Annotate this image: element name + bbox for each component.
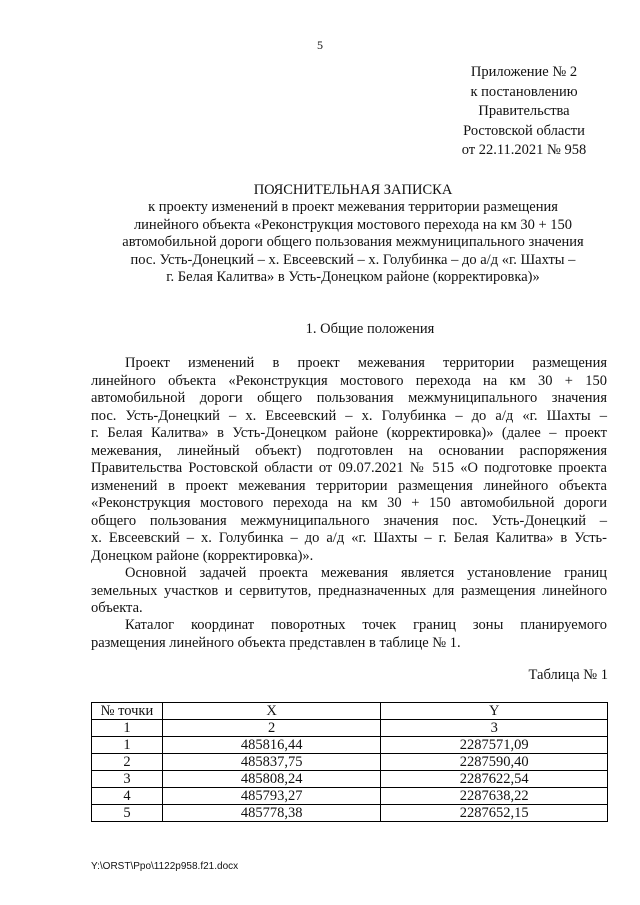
table-row: [92, 788, 608, 805]
text-line: Правительства Ростовской области от 09.07.2021 № 515 «О подготовке проекта: [91, 460, 607, 476]
text-line: размещения линейного объекта представлен в таблице № 1.: [91, 634, 461, 651]
title-line: к проекту изменений в проект межевания территории размещения: [148, 199, 558, 216]
text-line: линейного объекта «Реконструкция мостового перехода на км 30 + 150: [91, 372, 607, 389]
text-line: общего пользования межмуниципального значения пос. Усть-Донецкий –: [91, 512, 607, 529]
text-line: Донецком районе (корректировка)».: [91, 547, 314, 564]
appendix-line: Правительства: [478, 103, 570, 119]
text-line: объекта.: [91, 600, 143, 616]
y-value: 2287571,09: [381, 737, 608, 754]
title-line: г. Белая Калитва» в Усть-Донецком районе (корректировка)»: [166, 269, 540, 286]
table-row: [92, 771, 608, 788]
text-line: пос. Усть-Донецкий – х. Евсеевский – х. Голубинка – до а/д «г. Шахты –: [91, 407, 607, 424]
text-line: земельных участков и сервитутов, предназначенных для размещения линейного: [91, 582, 607, 599]
y-value: 2287638,22: [381, 788, 608, 805]
table-row: [92, 805, 608, 822]
text-line: межевания, линейный объект) подготовлен на основании распоряжения: [91, 442, 607, 459]
text-line: Каталог координат поворотных точек границ зоны планируемого: [125, 617, 607, 633]
file-path-footer: Y:\ORST\Ppo\1122p958.f21.docx: [91, 861, 239, 872]
y-value: 2287590,40: [381, 754, 608, 771]
appendix-line: Ростовской области: [463, 122, 585, 139]
title-heading: ПОЯСНИТЕЛЬНАЯ ЗАПИСКА: [253, 182, 453, 198]
coordinates-table: [91, 702, 608, 822]
point-number: 5: [92, 805, 163, 822]
x-value: 485816,44: [162, 737, 381, 754]
text-line: «Реконструкция мостового перехода на км 30 + 150 автомобильной дороги: [91, 495, 607, 511]
x-value: 485808,24: [162, 771, 381, 788]
title-line: автомобильной дороги общего пользования межмуниципального значения: [122, 234, 584, 251]
document-title: [100, 182, 606, 286]
paragraph-1: [91, 355, 607, 565]
table-header-row: [92, 703, 608, 720]
x-value: 485793,27: [162, 788, 381, 805]
column-number-row: [92, 720, 608, 737]
header-x: X: [162, 703, 381, 720]
title-line: пос. Усть-Донецкий – х. Евсеевский – х. Голубинка – до а/д «г. Шахты –: [130, 251, 576, 268]
table-label: Таблица № 1: [528, 667, 608, 683]
column-number: 1: [92, 720, 163, 737]
text-line: автомобильной дороги общего пользования межмуниципального значения: [91, 390, 607, 406]
column-number: 3: [381, 720, 608, 737]
header-point-number: № точки: [92, 703, 163, 720]
column-number: 2: [162, 720, 381, 737]
section-heading: 1. Общие положения: [305, 321, 435, 337]
appendix-block: [444, 63, 604, 161]
text-line: Проект изменений в проект межевания территории размещения: [125, 355, 607, 371]
paragraph-2: [91, 565, 607, 618]
point-number: 1: [92, 737, 163, 754]
title-line: линейного объекта «Реконструкция мостового перехода на км 30 + 150: [133, 216, 573, 233]
appendix-line: от 22.11.2021 № 958: [461, 142, 587, 158]
point-number: 4: [92, 788, 163, 805]
text-line: г. Белая Калитва» в Усть-Донецком районе (корректировка)» (далее – проект: [91, 425, 607, 441]
table-row: [92, 737, 608, 754]
y-value: 2287622,54: [381, 771, 608, 788]
text-line: Основной задачей проекта межевания является установление границ: [125, 565, 607, 581]
x-value: 485837,75: [162, 754, 381, 771]
point-number: 3: [92, 771, 163, 788]
point-number: 2: [92, 754, 163, 771]
x-value: 485778,38: [162, 805, 381, 822]
appendix-line: к постановлению: [470, 83, 578, 100]
header-y: Y: [381, 703, 608, 720]
table-row: [92, 754, 608, 771]
text-line: изменений в проект межевания территории размещения линейного объекта: [91, 477, 607, 494]
text-line: х. Евсеевский – х. Голубинка – до а/д «г. Шахты – г. Белая Калитва» в Усть-: [91, 530, 607, 546]
paragraph-3: [91, 617, 607, 652]
appendix-line: Приложение № 2: [470, 64, 578, 80]
page-number: 5: [317, 38, 323, 52]
y-value: 2287652,15: [381, 805, 608, 822]
